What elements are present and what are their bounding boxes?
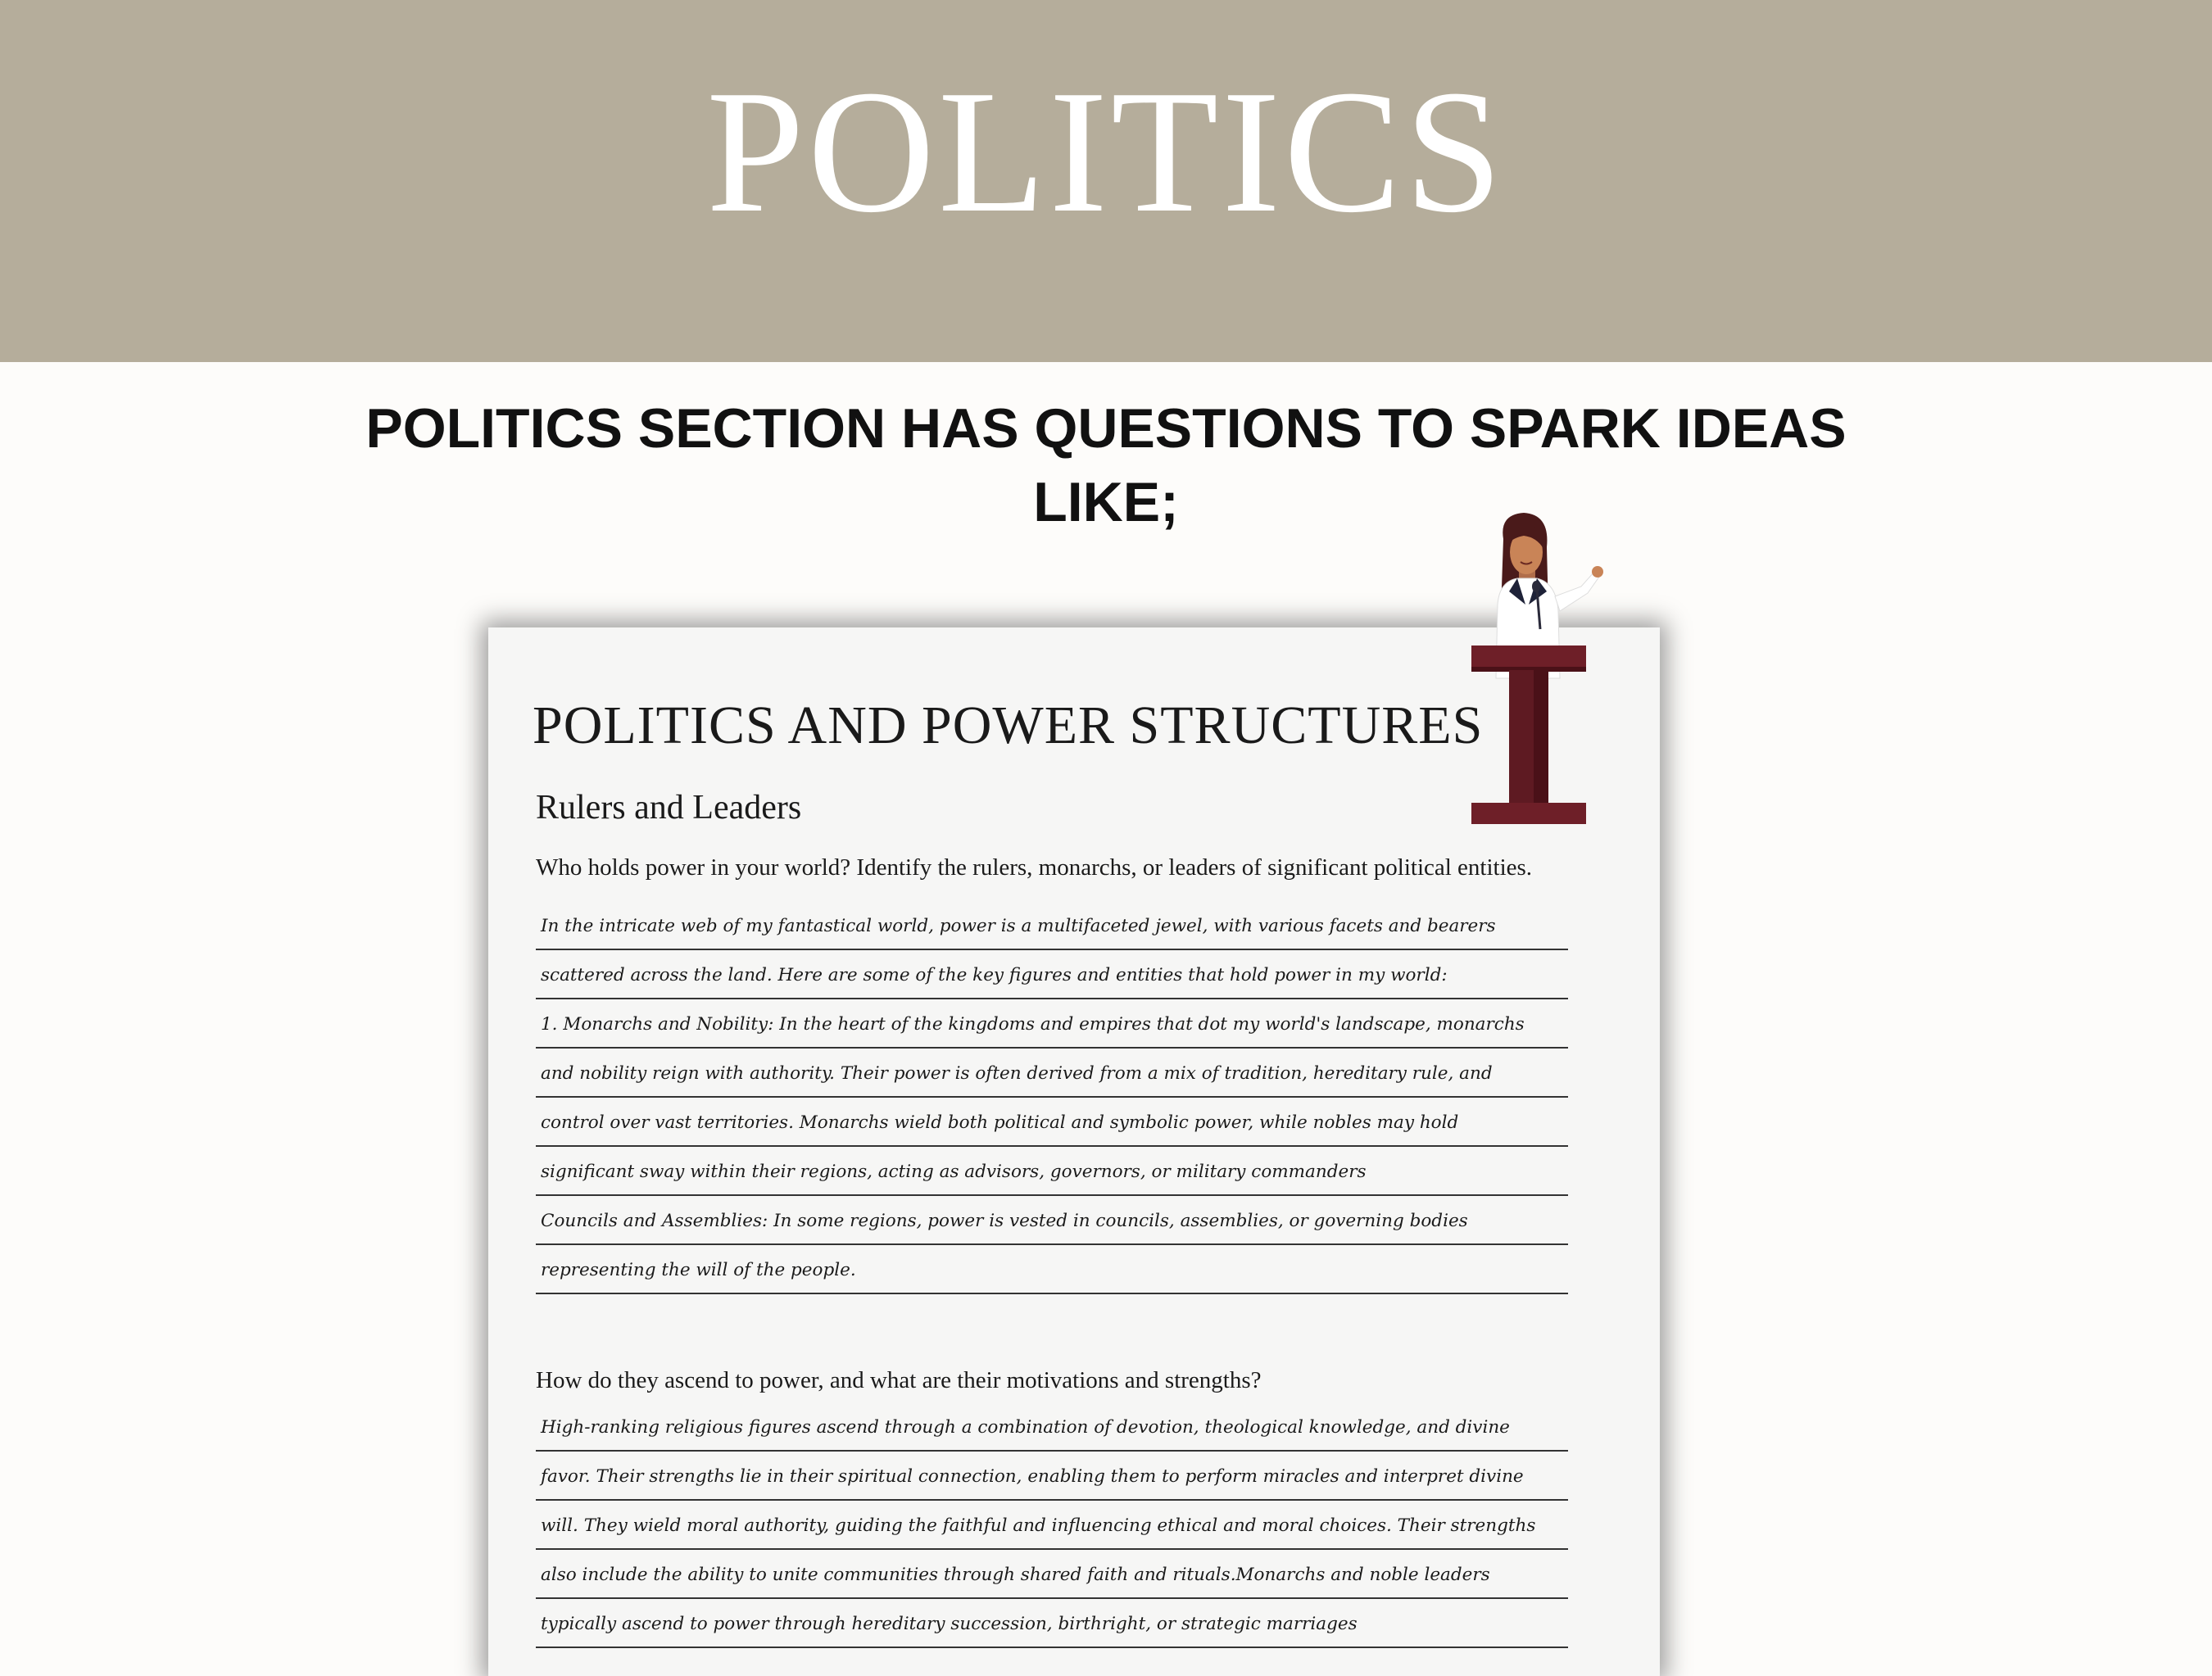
answer-line: will. They wield moral authority, guiding the faithful and influencing ethical and moral choices. Their strengths (536, 1502, 1568, 1550)
answer-line: representing the will of the people. (536, 1247, 1568, 1294)
answer-line: control over vast territories. Monarchs wield both political and symbolic power, while nobles may hold (536, 1099, 1568, 1147)
answer-line: scattered across the land. Here are some of the key figures and entities that hold power in my world: (536, 952, 1568, 999)
subtitle-heading: POLITICS SECTION HAS QUESTIONS TO SPARK IDEAS LIKE; (365, 397, 1847, 533)
section-title: Rulers and Leaders (536, 789, 802, 827)
question-prompt: How do they ascend to power, and what are their motivations and strengths? (536, 1367, 1262, 1393)
banner-title: POLITICS (706, 53, 1506, 249)
answer-line: also include the ability to unite communities through shared faith and rituals.Monarchs and noble leaders (536, 1551, 1568, 1599)
header-banner (0, 0, 2212, 362)
answer-line: Councils and Assemblies: In some regions, power is vested in councils, assemblies, or governing bodies (536, 1198, 1568, 1245)
answer-line: High-ranking religious figures ascend through a combination of devotion, theological knowledge, and divine (536, 1404, 1568, 1452)
answer-line: and nobility reign with authority. Their power is often derived from a mix of tradition, hereditary rule, and (536, 1050, 1568, 1098)
answer-line: In the intricate web of my fantastical world, power is a multifaceted jewel, with various facets and bearers (536, 903, 1568, 950)
question-prompt: Who holds power in your world? Identify the rulers, monarchs, or leaders of significant political entities. (536, 854, 1533, 881)
answer-line: typically ascend to power through hereditary succession, birthright, or strategic marriages (536, 1601, 1568, 1648)
answer-line: favor. Their strengths lie in their spiritual connection, enabling them to perform miracles and interpret divine (536, 1453, 1568, 1501)
woman-at-podium-icon (1458, 506, 1622, 826)
worksheet-title: POLITICS AND POWER STRUCTURES (533, 695, 1484, 755)
answer-line: significant sway within their regions, acting as advisors, governors, or military commanders (536, 1148, 1568, 1196)
answer-line: 1. Monarchs and Nobility: In the heart of the kingdoms and empires that dot my world's landscape, monarchs (536, 1001, 1568, 1049)
